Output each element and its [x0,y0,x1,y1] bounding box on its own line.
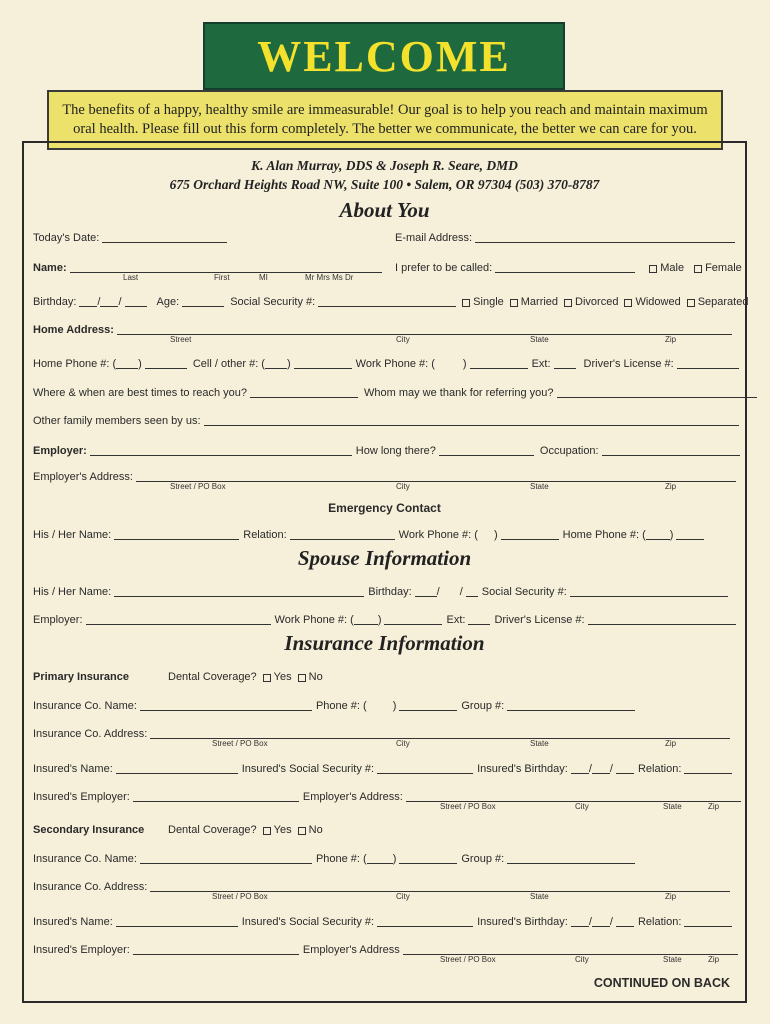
employer-address-field[interactable] [136,471,736,482]
secondary-insurance-label: Secondary Insurance [33,824,145,836]
drivers-field[interactable] [677,358,739,369]
name-first-caption: First [214,273,230,282]
secondary-group-field[interactable] [507,853,635,864]
emergency-relation-field[interactable] [290,529,395,540]
secondary-phone-area-field[interactable] [367,853,393,864]
emergency-name-label: His / Her Name: [33,529,112,541]
separated-checkbox[interactable] [687,299,695,307]
ssn-label: Social Security #: [230,296,316,308]
emergency-heading: Emergency Contact [328,501,441,515]
spouse-ext-field[interactable] [468,614,490,625]
secondary-city-caption: City [396,892,410,901]
primary-no-label: No [308,671,323,683]
emp-zip-caption: Zip [665,482,677,491]
emergency-home-phone-field[interactable] [676,529,704,540]
primary-co-address-label: Insurance Co. Address: [33,728,148,740]
spouse-birthday-label: Birthday: [368,586,412,598]
primary-zip-caption: Zip [665,739,677,748]
secondary-yes-checkbox[interactable] [263,827,271,835]
spouse-work-area-field[interactable] [354,614,378,625]
secondary-insured-ssn-label: Insured's Social Security #: [241,916,375,928]
todays-date-label: Today's Date: [33,232,100,244]
ext-field[interactable] [554,358,576,369]
divorced-label: Divorced [575,296,619,308]
primary-street-caption: Street / PO Box [212,739,268,748]
welcome-title: WELCOME [257,31,511,81]
primary-state-caption: State [530,739,549,748]
emergency-work-phone-label: Work Phone #: ( [398,529,478,541]
how-long-field[interactable] [439,445,534,456]
family-field[interactable] [204,415,739,426]
primary-insured-name-label: Insured's Name: [33,763,113,775]
work-phone-label: Work Phone #: ( [355,358,435,370]
spouse-heading: Spouse Information [297,546,472,570]
spouse-name-field[interactable] [114,586,364,597]
spouse-work-phone-label: Work Phone #: ( [274,614,354,626]
single-checkbox[interactable] [462,299,470,307]
age-field[interactable] [182,296,224,307]
single-label: Single [473,296,504,308]
primary-group-label: Group #: [461,700,505,712]
spouse-drivers-label: Driver's License #: [494,614,585,626]
primary-co-address-field[interactable] [150,728,730,739]
secondary-insured-bday-year-field[interactable] [616,916,634,927]
referring-field[interactable] [557,387,757,398]
secondary-co-name-field[interactable] [140,853,312,864]
emp-street-caption: Street / PO Box [170,482,226,491]
secondary-relation-field[interactable] [684,916,732,927]
primary-emp-zip-caption: Zip [708,802,720,811]
prefer-field[interactable] [495,262,635,273]
secondary-relation-label: Relation: [637,916,682,928]
home-address-field[interactable] [117,324,732,335]
spouse-drivers-field[interactable] [588,614,736,625]
primary-phone-area-field[interactable] [367,700,393,711]
primary-insured-employer-label: Insured's Employer: [33,791,130,803]
occupation-label: Occupation: [539,445,599,457]
birthday-month-field[interactable] [79,296,97,307]
primary-relation-field[interactable] [684,763,732,774]
secondary-insured-bday-day-field[interactable] [592,916,610,927]
married-checkbox[interactable] [510,299,518,307]
best-times-label: Where & when are best times to reach you? [33,387,247,399]
separated-label: Separated [697,296,749,308]
spouse-ssn-label: Social Security #: [481,586,567,598]
secondary-zip-caption: Zip [665,892,677,901]
birthday-label: Birthday: [33,296,77,308]
spouse-bday-month-field[interactable] [415,586,437,597]
female-checkbox[interactable] [694,265,702,273]
age-label: Age: [156,296,180,308]
home-zip-caption: Zip [665,335,677,344]
secondary-insured-name-field[interactable] [116,916,238,927]
primary-insured-bday-year-field[interactable] [616,763,634,774]
home-phone-label: Home Phone #: ( [33,358,117,370]
secondary-co-name-label: Insurance Co. Name: [33,853,137,865]
primary-yes-label: Yes [273,671,292,683]
widowed-label: Widowed [635,296,681,308]
name-titles-caption: Mr Mrs Ms Dr [305,273,354,282]
primary-emp-street-caption: Street / PO Box [440,802,496,811]
cell-area-field[interactable] [265,358,287,369]
secondary-emp-city-caption: City [575,955,589,964]
occupation-field[interactable] [602,445,740,456]
primary-city-caption: City [396,739,410,748]
emergency-home-area-field[interactable] [646,529,670,540]
secondary-employer-address-label: Employer's Address [302,944,400,956]
secondary-state-caption: State [530,892,549,901]
primary-insured-bday-label: Insured's Birthday: [477,763,568,775]
secondary-phone-field[interactable] [399,853,457,864]
primary-insurance-label: Primary Insurance [33,671,129,683]
secondary-dental-label: Dental Coverage? [168,824,257,836]
male-checkbox[interactable] [649,265,657,273]
cell-label: Cell / other #: ( [192,358,265,370]
best-times-field[interactable] [250,387,358,398]
home-address-label: Home Address: [33,324,114,336]
todays-date-field[interactable] [102,232,227,243]
primary-insured-bday-day-field[interactable] [592,763,610,774]
primary-insured-bday-month-field[interactable] [571,763,589,774]
secondary-phone-label: Phone #: ( [315,853,367,865]
how-long-label: How long there? [355,445,436,457]
name-last-caption: Last [123,273,139,282]
primary-insured-name-field[interactable] [116,763,238,774]
home-phone-field[interactable] [145,358,187,369]
emergency-name-field[interactable] [114,529,239,540]
drivers-label: Driver's License #: [583,358,674,370]
secondary-insured-bday-label: Insured's Birthday: [477,916,568,928]
secondary-no-label: No [308,824,323,836]
secondary-group-label: Group #: [461,853,505,865]
primary-insured-ssn-field[interactable] [377,763,473,774]
home-phone-area-field[interactable] [116,358,138,369]
employer-field[interactable] [90,445,352,456]
name-field[interactable] [70,262,382,273]
male-label: Male [660,262,685,274]
secondary-employer-address-field[interactable] [403,944,738,955]
divorced-checkbox[interactable] [564,299,572,307]
family-label: Other family members seen by us: [33,415,201,427]
email-field[interactable] [475,232,735,243]
employer-address-label: Employer's Address: [33,471,133,483]
secondary-yes-label: Yes [273,824,292,836]
emergency-work-area-field[interactable] [478,529,494,540]
secondary-emp-zip-caption: Zip [708,955,720,964]
insurance-heading: Insurance Information [284,631,485,655]
home-state-caption: State [530,335,549,344]
ssn-field[interactable] [318,296,456,307]
home-street-caption: Street [170,335,192,344]
intro-line-2: oral health. Please fill out this form completely. The better we communicate, the better we can care for you. [73,121,697,137]
secondary-insured-employer-field[interactable] [133,944,299,955]
employer-label: Employer: [33,445,87,457]
spouse-ext-label: Ext: [446,614,466,626]
work-phone-area-field[interactable] [435,358,463,369]
referring-label: Whom may we thank for referring you? [364,387,554,399]
secondary-no-checkbox[interactable] [298,827,306,835]
emp-city-caption: City [396,482,410,491]
secondary-insured-name-label: Insured's Name: [33,916,113,928]
name-mi-caption: MI [259,273,268,282]
welcome-banner [203,22,565,90]
spouse-ssn-field[interactable] [570,586,728,597]
secondary-street-caption: Street / PO Box [212,892,268,901]
emergency-relation-label: Relation: [243,529,287,541]
primary-co-name-field[interactable] [140,700,312,711]
practice-address: 675 Orchard Heights Road NW, Suite 100 • Salem, OR 97304 (503) 370-8787 [169,177,600,192]
primary-emp-state-caption: State [663,802,682,811]
spouse-name-label: His / Her Name: [33,586,112,598]
primary-employer-address-label: Employer's Address: [302,791,403,803]
work-phone-field[interactable] [470,358,528,369]
secondary-co-address-field[interactable] [150,881,730,892]
spouse-work-phone-field[interactable] [384,614,442,625]
secondary-co-address-label: Insurance Co. Address: [33,881,148,893]
primary-relation-label: Relation: [637,763,682,775]
married-label: Married [520,296,559,308]
primary-employer-address-field[interactable] [406,791,741,802]
primary-phone-field[interactable] [399,700,457,711]
primary-co-name-label: Insurance Co. Name: [33,700,137,712]
birthday-day-field[interactable] [100,296,118,307]
intro-line-1: The benefits of a happy, healthy smile are immeasurable! Our goal is to help you reach and maintain maximum [62,102,708,118]
secondary-insured-employer-label: Insured's Employer: [33,944,130,956]
secondary-insured-ssn-field[interactable] [377,916,473,927]
email-label: E-mail Address: [395,232,473,244]
cell-field[interactable] [294,358,352,369]
emp-state-caption: State [530,482,549,491]
spouse-employer-field[interactable] [86,614,271,625]
widowed-checkbox[interactable] [624,299,632,307]
emergency-home-phone-label: Home Phone #: ( [562,529,646,541]
prefer-label: I prefer to be called: [395,262,493,274]
emergency-work-phone-field[interactable] [501,529,559,540]
primary-insured-employer-field[interactable] [133,791,299,802]
primary-emp-city-caption: City [575,802,589,811]
primary-yes-checkbox[interactable] [263,674,271,682]
spouse-bday-year-field[interactable] [466,586,478,597]
female-label: Female [705,262,742,274]
about-heading: About You [339,198,430,222]
practice-doctors: K. Alan Murray, DDS & Joseph R. Seare, DMD [251,158,518,173]
home-city-caption: City [396,335,410,344]
continued-on-back: CONTINUED ON BACK [593,976,730,990]
primary-phone-label: Phone #: ( [315,700,367,712]
secondary-emp-state-caption: State [663,955,682,964]
primary-group-field[interactable] [507,700,635,711]
birthday-year-field[interactable] [125,296,147,307]
primary-dental-label: Dental Coverage? [168,671,257,683]
secondary-insured-bday-month-field[interactable] [571,916,589,927]
spouse-employer-label: Employer: [33,614,83,626]
primary-insured-ssn-label: Insured's Social Security #: [241,763,375,775]
spouse-bday-day-field[interactable] [440,586,460,597]
secondary-emp-street-caption: Street / PO Box [440,955,496,964]
name-label: Name: [33,262,67,274]
ext-label: Ext: [531,358,551,370]
primary-no-checkbox[interactable] [298,674,306,682]
